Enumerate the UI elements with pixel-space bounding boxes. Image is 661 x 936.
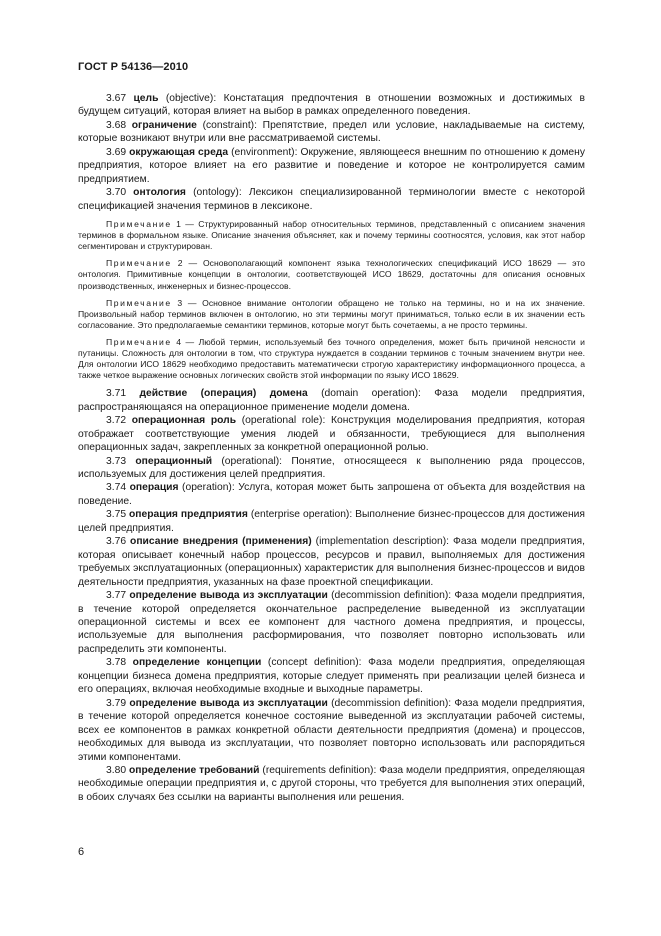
entry-text: (domain operation): Фаза модели предприятия, распространяющаяся на операционное применение модели домена. (78, 388, 585, 413)
entry-text: (operational): Понятие, относящееся к выполнению ряда процессов, используемых для достижения целей предприятия. (78, 455, 585, 481)
entry-text: (implementation description): Фаза модели предприятия, которая описывает конечный набор процессов, ресурсов и правил, выполняемых для достижения требуемых эксплуатационных (операционных) характеристик для выполнения бизнес-процессов и видов деятельности предприятия, указанных на фазе проектной спецификации. (78, 536, 585, 588)
entry-number: 3.73 (106, 455, 127, 467)
entry-term: цель (133, 93, 159, 104)
page-number: 6 (78, 846, 85, 858)
definition-3-71 (78, 387, 585, 414)
entry-text: (requirements definition): Фаза модели предприятия, определяющая необходимые операции предприятия и, с другой стороны, что требуется для выполнения этих операций, в обоих случаях без ссылки на варианты выполнения или решения. (78, 764, 585, 803)
entry-number: 3.77 (106, 590, 127, 602)
entry-term: определение вывода из эксплуатации (129, 697, 328, 709)
definition-3-68 (78, 119, 585, 146)
note-text: 4 — Любой термин, используемый без точного определения, может быть причиной неясности и путаницы. Сложность для онтологии в том, что структура нуждается в создании терминов с точным значением внутри нее. Для онтологии ИСО 18629 необходимо предоставить математически строгую характеристику информационного процесса, а также четкое выражение основных логических свойств этой информации по языку ИСО 18629. (78, 336, 585, 381)
entry-text: (environment): Окружение, являющееся внешним по отношению к домену предприятия, которое влияет на его развитие и поведение и которое не контролируется самим предприятием. (78, 146, 585, 185)
note-label: Примечание (106, 219, 172, 230)
entry-term: окружающая среда (129, 146, 229, 158)
entry-text: (operation): Услуга, которая может быть запрошена от объекта для воздействия на поведение. (78, 482, 585, 507)
definition-3-80 (78, 764, 585, 804)
entry-text: (decommission definition): Фаза модели предприятия, в течение которой определяется конечное состояние выведенной из эксплуатации рабочей системы, всех ее компонентов в рамках конкретной области деятельности предприятия (домена) и процессов, необходимых для вывода из эксплуатации, что позволяет повторно использовать или распорядиться этими компонентами. (78, 697, 585, 763)
entry-term: действие (операция) домена (139, 388, 308, 400)
definition-3-67 (78, 92, 585, 119)
entry-text: (decommission definition): Фаза модели предприятия, в течение которой определяется окончательное распределение выведенной из эксплуатации операционной системы и всех ее компонент для частного домена предприятия, и процессы, используемые для выполнения расформирования, что позволяет повторно использовать или распределить эти компоненты. (78, 590, 585, 655)
entry-number: 3.67 (106, 93, 127, 104)
entry-term: ограничение (131, 119, 197, 131)
entry-number: 3.70 (106, 187, 127, 199)
note-label: Примечание (106, 336, 172, 347)
definition-3-78 (78, 656, 585, 696)
entry-text: (enterprise operation): Выполнение бизнес-процессов для достижения целей предприятия. (78, 509, 585, 534)
definition-3-70 (78, 186, 585, 213)
entry-number: 3.78 (106, 657, 127, 669)
entry-number: 3.79 (106, 697, 127, 709)
note-3 (78, 298, 585, 331)
definition-3-72 (78, 414, 585, 454)
entry-text: (ontology): Лексикон специализированной терминологии вместе с некоторой спецификацией значения терминов в лексиконе. (78, 187, 585, 212)
entry-number: 3.68 (106, 119, 127, 131)
definition-3-75 (78, 508, 585, 535)
note-text: 2 — Основополагающий компонент языка технологических спецификаций ИСО 18629 — это онтология. Примитивные концепции в онтологии, соответствующей ИСО 18629, достаточны для описания основных производственных, инженерных и бизнес-процессов. (78, 258, 585, 291)
entry-term: определение требований (128, 764, 260, 776)
note-text: 1 — Структурированный набор относительных терминов, представленный с описанием значения терминов в формальном языке. Описание значения объясняет, как и почему термины соотносятся, условия, как этот набор сегментирован и структурирован. (78, 219, 585, 252)
definition-3-76 (78, 535, 585, 589)
entry-number: 3.76 (106, 536, 127, 548)
entry-number: 3.75 (106, 509, 127, 521)
definition-3-73 (78, 455, 585, 482)
entry-number: 3.72 (106, 415, 127, 427)
entry-term: определение вывода из эксплуатации (129, 590, 328, 602)
entry-number: 3.69 (106, 146, 127, 158)
note-label: Примечание (106, 258, 172, 269)
entry-number: 3.71 (106, 388, 127, 400)
entry-text: (constraint): Препятствие, предел или условие, накладываемые на систему, которые возникают внутри или вне рассматриваемой системы. (78, 119, 585, 145)
entry-text: (objective): Констатация предпочтения в отношении возможных и достижимых в будущем ситуаций, которая влияет на выбор в рамках определенного поведения. (78, 93, 585, 118)
note-1 (78, 219, 585, 252)
entry-term: определение концепции (132, 657, 262, 669)
note-2 (78, 258, 585, 291)
entry-term: описание внедрения (применения) (130, 536, 312, 548)
definition-3-74 (78, 481, 585, 508)
entry-term: операция (129, 482, 179, 494)
entry-term: операционная роль (131, 415, 237, 427)
note-4 (78, 337, 585, 381)
entry-text: (operational role): Конструкция моделирования предприятия, которая отображает соответствующие умения людей и обязанности, требующиеся для выполнения операционных задач, закрепленных за конкретной операционной ролью. (78, 415, 585, 454)
entry-text: (concept definition): Фаза модели предприятия, определяющая концепции бизнеса домена предприятия, которые следует применять при реализации целей бизнеса и его операциях, включая необходимые входные и выходные параметры. (78, 657, 585, 696)
entry-term: операция предприятия (129, 509, 248, 521)
note-label: Примечание (106, 297, 172, 308)
document-body (78, 92, 585, 804)
entry-term: онтология (133, 187, 186, 199)
definition-3-69 (78, 146, 585, 186)
note-text: 3 — Основное внимание онтологии обращено не только на термины, но и на их значение. Произвольный набор терминов включен в онтологию, но эти термины могут приниматься, только если в их значении есть согласование. Это предполагаемые семантики терминов, которые могут быть сочетаемы, а не просто термины. (78, 297, 585, 330)
definition-3-79 (78, 697, 585, 764)
entry-number: 3.74 (106, 482, 127, 494)
entry-number: 3.80 (106, 764, 127, 776)
definition-3-77 (78, 589, 585, 656)
document-header: ГОСТ Р 54136—2010 (78, 61, 189, 73)
entry-term: операционный (135, 455, 213, 467)
